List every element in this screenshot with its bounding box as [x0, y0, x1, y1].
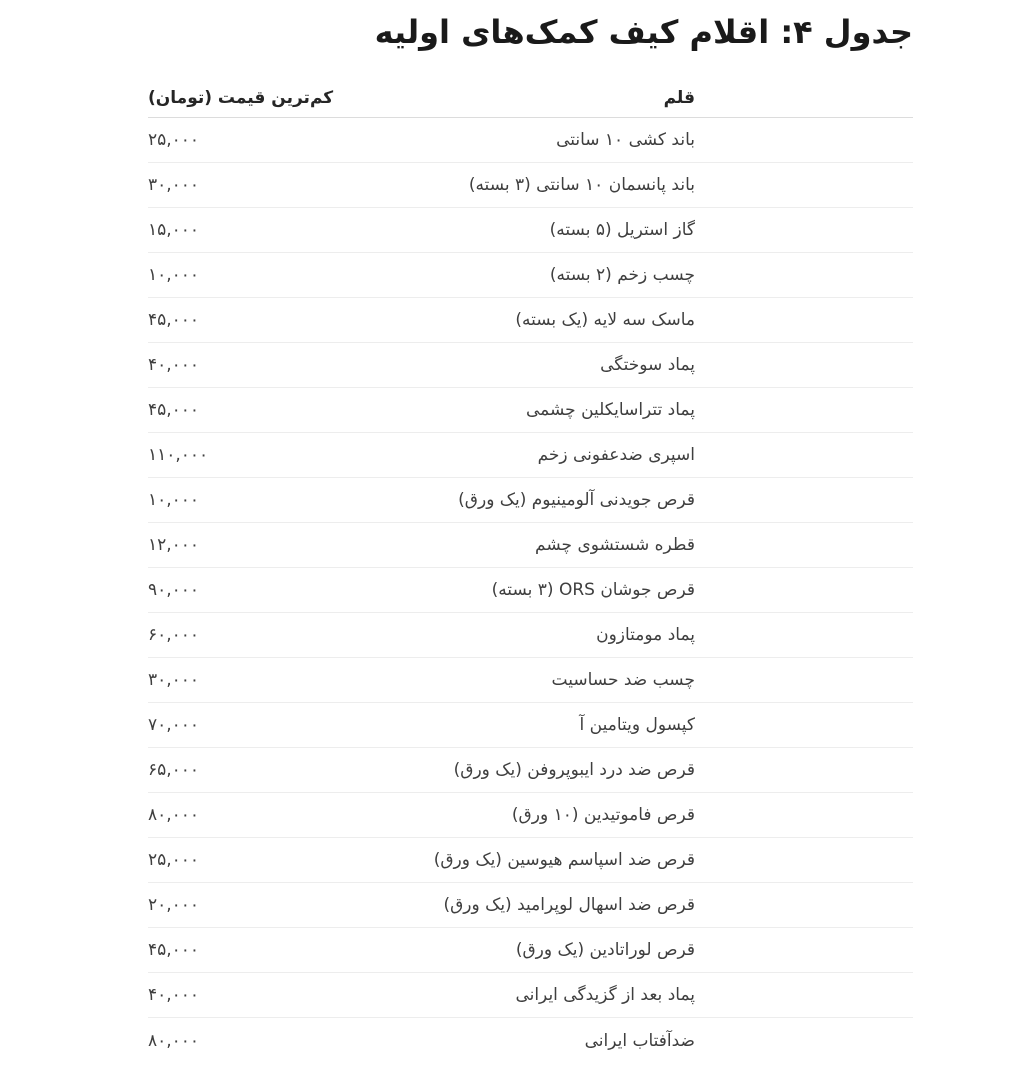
item-cell: پماد سوختگی	[600, 355, 695, 375]
price-cell: ۶۰,۰۰۰	[148, 625, 200, 645]
item-cell: گاز استریل (۵ بسته)	[549, 220, 695, 240]
table-row	[148, 1018, 913, 1063]
item-cell: قرص ضد درد ایبوپروفن (یک ورق)	[453, 760, 695, 780]
price-cell: ۲۰,۰۰۰	[148, 895, 200, 915]
price-cell: ۳۰,۰۰۰	[148, 670, 200, 690]
item-cell: پماد بعد از گزیدگی ایرانی	[515, 985, 695, 1005]
price-cell: ۴۵,۰۰۰	[148, 940, 200, 960]
table-row	[148, 613, 913, 658]
table-row	[148, 928, 913, 973]
item-column-header: قلم	[663, 88, 695, 108]
table-row	[148, 703, 913, 748]
table-row	[148, 793, 913, 838]
table-body	[148, 118, 913, 1063]
price-cell: ۸۰,۰۰۰	[148, 805, 200, 825]
table-row	[148, 298, 913, 343]
price-cell: ۱۰,۰۰۰	[148, 265, 200, 285]
price-cell: ۴۰,۰۰۰	[148, 985, 200, 1005]
item-cell: قرص ضد اسپاسم هیوسین (یک ورق)	[433, 850, 695, 870]
item-cell: قرص جوشان ORS (۳ بسته)	[491, 580, 695, 600]
table-row	[148, 973, 913, 1018]
price-cell: ۷۰,۰۰۰	[148, 715, 200, 735]
price-cell: ۳۰,۰۰۰	[148, 175, 200, 195]
price-cell: ۹۰,۰۰۰	[148, 580, 200, 600]
price-cell: ۱۲,۰۰۰	[148, 535, 200, 555]
price-cell: ۶۵,۰۰۰	[148, 760, 200, 780]
item-cell: قطره شستشوی چشم	[535, 535, 695, 555]
price-cell: ۲۵,۰۰۰	[148, 850, 200, 870]
table-row	[148, 523, 913, 568]
table-row	[148, 118, 913, 163]
item-cell: قرص لوراتادین (یک ورق)	[515, 940, 695, 960]
item-cell: قرص ضد اسهال لوپرامید (یک ورق)	[443, 895, 695, 915]
page-title: جدول ۴: اقلام کیف کمک‌های اولیه	[374, 13, 913, 51]
price-cell: ۴۵,۰۰۰	[148, 310, 200, 330]
table-row	[148, 433, 913, 478]
item-cell: باند پانسمان ۱۰ سانتی (۳ بسته)	[468, 175, 695, 195]
item-cell: ماسک سه لایه (یک بسته)	[515, 310, 695, 330]
price-cell: ۲۵,۰۰۰	[148, 130, 200, 150]
item-cell: اسپری ضدعفونی زخم	[537, 445, 695, 465]
price-cell: ۱۵,۰۰۰	[148, 220, 200, 240]
item-cell: ضدآفتاب ایرانی	[584, 1030, 695, 1051]
table-row	[148, 388, 913, 433]
table-row	[148, 838, 913, 883]
article-table-section	[148, 0, 913, 1063]
price-cell: ۴۰,۰۰۰	[148, 355, 200, 375]
table-row	[148, 748, 913, 793]
price-cell: ۱۰,۰۰۰	[148, 490, 200, 510]
item-cell: پماد تتراسایکلین چشمی	[526, 400, 695, 420]
price-cell: ۸۰,۰۰۰	[148, 1030, 200, 1051]
price-cell: ۱۱۰,۰۰۰	[148, 445, 209, 465]
table-header-row	[148, 56, 913, 118]
table-row	[148, 658, 913, 703]
table-row	[148, 883, 913, 928]
price-column-header: کم‌ترین قیمت (تومان)	[148, 88, 334, 108]
item-cell: چسب زخم (۲ بسته)	[549, 265, 695, 285]
table-row	[148, 343, 913, 388]
item-cell: چسب ضد حساسیت	[551, 670, 695, 690]
table-row	[148, 253, 913, 298]
table-row	[148, 208, 913, 253]
item-cell: کپسول ویتامین آ	[579, 715, 695, 735]
price-cell: ۴۵,۰۰۰	[148, 400, 200, 420]
item-cell: قرص جویدنی آلومینیوم (یک ورق)	[458, 490, 695, 510]
item-cell: پماد مومتازون	[596, 625, 695, 645]
item-cell: باند کشی ۱۰ سانتی	[556, 130, 695, 150]
table-row	[148, 163, 913, 208]
table-row	[148, 568, 913, 613]
table-row	[148, 478, 913, 523]
item-cell: قرص فاموتیدین (۱۰ ورق)	[511, 805, 695, 825]
